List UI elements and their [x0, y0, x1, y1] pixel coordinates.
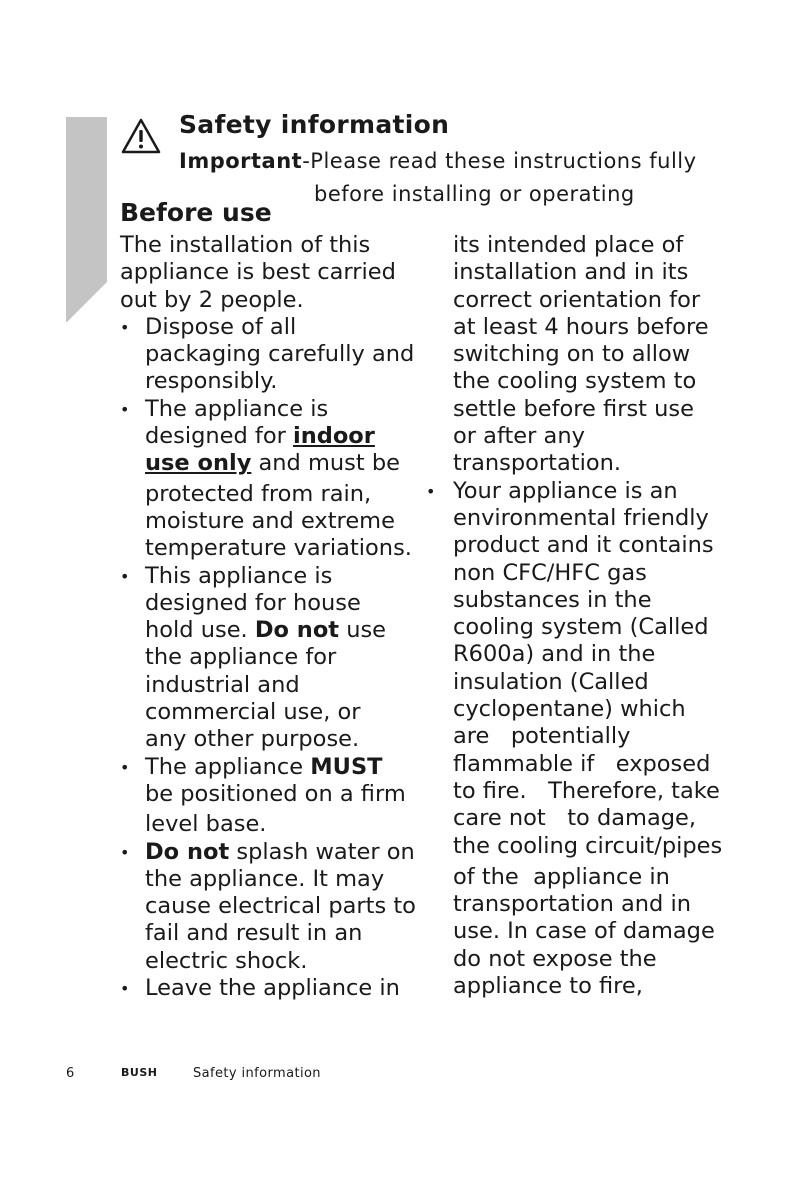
continued-line: correct orientation for	[453, 286, 701, 313]
continued-line: transportation.	[453, 450, 622, 477]
bullet-line: care not to damage,	[453, 805, 697, 832]
bullet-icon: •	[120, 317, 130, 337]
bullet-line: be positioned on a firm	[145, 780, 406, 807]
emphasis-underline: indoor	[293, 423, 375, 450]
footer-section-label: Safety information	[193, 1066, 321, 1081]
bullet-item: • The appliance is	[120, 395, 329, 422]
bullet-line: designed for indoor	[145, 423, 375, 450]
bullet-line: the cooling circuit/pipes	[453, 832, 723, 859]
page-title: Safety information	[179, 110, 450, 139]
bullet-line: insulation (Called	[453, 668, 649, 695]
continued-line: or after any	[453, 423, 585, 450]
bullet-line: moisture and extreme	[145, 507, 395, 534]
bullet-item: • This appliance is	[120, 562, 333, 589]
page-number: 6	[66, 1066, 75, 1081]
bullet-line: non CFC/HFC gas	[453, 559, 647, 586]
side-tab-cut	[66, 282, 107, 323]
bullet-line: responsibly.	[145, 368, 278, 395]
bullet-line: product and it contains	[453, 532, 714, 559]
bullet-line: cooling system (Called	[453, 614, 709, 641]
continued-line: its intended place of	[453, 232, 684, 258]
intro-line: The installation of this	[120, 232, 371, 258]
bullet-line: cause electrical parts to	[145, 893, 416, 920]
intro-line: appliance is best carried	[120, 259, 396, 286]
emphasis-bold: Do not	[254, 617, 340, 644]
bullet-line: temperature variations.	[145, 535, 412, 562]
bullet-line: flammable if exposed	[453, 750, 711, 777]
bullet-line: designed for house	[145, 589, 361, 616]
bullet-icon: •	[120, 566, 130, 586]
bullet-line: R600a) and in the	[453, 641, 656, 668]
important-text: -Please read these instructions fully	[302, 149, 697, 173]
important-notice-line2: before installing or operating	[314, 182, 635, 206]
emphasis-bold: MUST	[310, 753, 383, 780]
intro-line: out by 2 people.	[120, 286, 304, 313]
bullet-item: • Do not splash water on	[120, 838, 415, 865]
bullet-line: to fire. Therefore, take	[453, 777, 720, 804]
bullet-icon: •	[120, 399, 130, 419]
bullet-line: appliance to fire,	[453, 973, 643, 1000]
left-column	[120, 232, 416, 1002]
bullet-line: do not expose the	[453, 945, 657, 972]
right-column	[426, 232, 723, 1000]
bullet-icon: •	[120, 757, 130, 777]
bullet-line: cyclopentane) which	[453, 696, 686, 723]
important-label: Important	[179, 149, 303, 173]
bullet-line: substances in the	[453, 586, 652, 613]
bullet-line: transportation and in	[453, 891, 691, 918]
bullet-line: electric shock.	[145, 947, 308, 974]
bullet-item: • Dispose of all	[120, 313, 297, 340]
bullet-line: any other purpose.	[145, 726, 360, 753]
section-heading: Before use	[120, 198, 272, 227]
bullet-line: use. In case of damage	[453, 918, 715, 945]
continued-line: the cooling system to	[453, 368, 697, 395]
continued-line: at least 4 hours before	[453, 313, 709, 340]
emphasis-bold: Do not	[145, 838, 230, 865]
bullet-icon: •	[426, 481, 436, 501]
bullet-line: commercial use, or	[145, 699, 361, 726]
bullet-item: • The appliance MUST	[120, 753, 383, 780]
bullet-line: packaging carefully and	[145, 341, 415, 368]
bullet-icon: •	[120, 979, 130, 999]
bullet-icon: •	[120, 842, 130, 862]
bullet-line: the appliance. It may	[145, 865, 385, 892]
bullet-line: of the appliance in	[453, 863, 670, 890]
bullet-line: are potentially	[453, 723, 631, 750]
bullet-item: • Leave the appliance in	[120, 975, 400, 1002]
bullet-item: • Your appliance is an	[426, 477, 678, 504]
continued-line: settle before first use	[453, 395, 694, 422]
bullet-line: industrial and	[145, 671, 300, 698]
bullet-line: protected from rain,	[145, 480, 372, 507]
important-notice	[179, 149, 697, 173]
continued-line: switching on to allow	[453, 341, 691, 368]
bullet-line: fail and result in an	[145, 920, 363, 947]
bullet-line: hold use. Do not use	[145, 617, 387, 644]
continued-line: installation and in its	[453, 259, 689, 286]
bullet-line: level base.	[145, 811, 267, 838]
brand-logo: BUSH	[121, 1066, 158, 1079]
bullet-line: environmental friendly	[453, 504, 709, 531]
bullet-line: the appliance for	[145, 644, 337, 671]
emphasis-underline: use only	[145, 450, 252, 477]
warning-triangle-icon	[121, 118, 161, 154]
bullet-line: use only and must be	[145, 450, 400, 477]
